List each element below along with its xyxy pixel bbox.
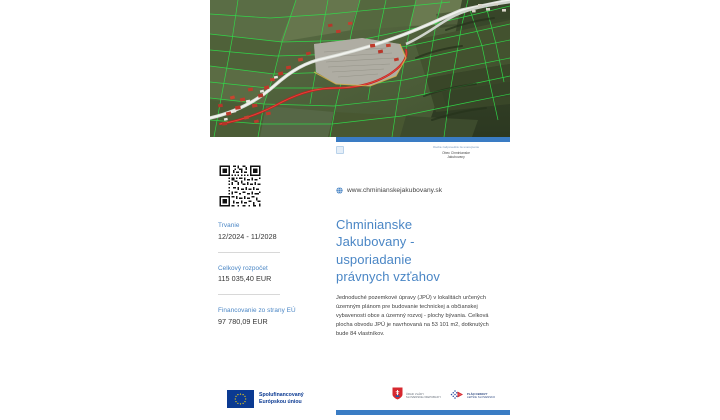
footer-accent-bar [336, 410, 510, 415]
recovery-plan-block [450, 387, 495, 405]
eu-flag-graphic [227, 390, 254, 408]
project-stats [218, 222, 322, 326]
globe-icon [336, 181, 343, 199]
publisher-credit [410, 145, 502, 160]
qr-code[interactable] [218, 164, 262, 208]
stat-eu-funding-label: Financovanie zo strany EÚ [218, 307, 296, 314]
stat-total-budget-label: Celkový rozpočet [218, 264, 268, 272]
website-url[interactable]: www.chminianskejakubovany.sk [347, 186, 443, 194]
slovak-coat-of-arms-graphic [392, 387, 403, 400]
stat-duration [218, 222, 322, 241]
stat-divider [218, 294, 280, 295]
stat-total-budget-value: 115 035,40 EUR [218, 274, 272, 283]
plan-obnovy-icon [450, 387, 464, 405]
page-title [336, 216, 502, 285]
aerial-photo-graphic [210, 0, 510, 137]
page-title-line-3: usporiadanie [336, 251, 412, 267]
project-content [336, 216, 502, 339]
page-title-line-1: Chminianske [336, 217, 413, 232]
publisher-mark-icon [336, 146, 344, 154]
eu-cofinancing-block [227, 390, 304, 408]
project-poster [210, 0, 510, 420]
publisher-credit-label: Osoba zodpovedná za uverejnenie [432, 145, 480, 149]
slovak-coat-of-arms-icon [392, 387, 403, 405]
project-description: Jednoduché pozemkové úpravy (JPÚ) v lokalitách určených územným plánom pre budovanie technickej a občianskej vybavenosti obce a územný rozvoj - plochy bývania. Celková plocha obvodu JPÚ je navrhovaná na 53 101 m2, dotknutých bude 84 vlastníkov. [336, 295, 489, 338]
stat-duration-label: Trvanie [218, 222, 240, 229]
stat-divider [218, 252, 280, 253]
eu-flag-icon [227, 390, 254, 408]
recovery-plan-text [467, 393, 495, 400]
stat-eu-funding-value: 97 780,09 EUR [218, 316, 268, 326]
publisher-org-line-1: Obec Chminianske [442, 150, 470, 155]
eu-text-line-2: Európskou úniou [259, 399, 302, 405]
page-title-line-2: Jakubovany - [336, 234, 415, 250]
plan-text-line-1: PLÁN OBNOVY [467, 392, 488, 396]
aerial-orthophoto-map [210, 0, 510, 137]
globe-icon-graphic [336, 187, 343, 194]
stat-total-budget [218, 265, 322, 284]
website-row[interactable] [336, 181, 442, 199]
qr-code-graphic [218, 164, 262, 208]
stat-duration-value: 12/2024 - 11/2028 [218, 231, 277, 241]
hero-accent-bar [336, 137, 510, 142]
publisher-org-line-2: Jakubovany [447, 155, 465, 160]
government-office-text [406, 393, 441, 400]
government-office-block [392, 387, 441, 405]
eu-text-line-1: Spolufinancovaný [259, 391, 304, 398]
gov-text-line-1: ÚRAD VLÁDY [406, 392, 425, 396]
plan-obnovy-graphic [450, 389, 464, 400]
publisher-credit-org [410, 151, 502, 161]
gov-text-line-2: SLOVENSKEJ REPUBLIKY [406, 396, 442, 399]
page-title-line-4: právnych vzťahov [336, 268, 441, 284]
eu-cofinancing-text [259, 392, 304, 407]
stat-eu-funding [218, 307, 322, 326]
plan-text-line-2: LEPŠIE SLOVENSKO [467, 396, 496, 399]
